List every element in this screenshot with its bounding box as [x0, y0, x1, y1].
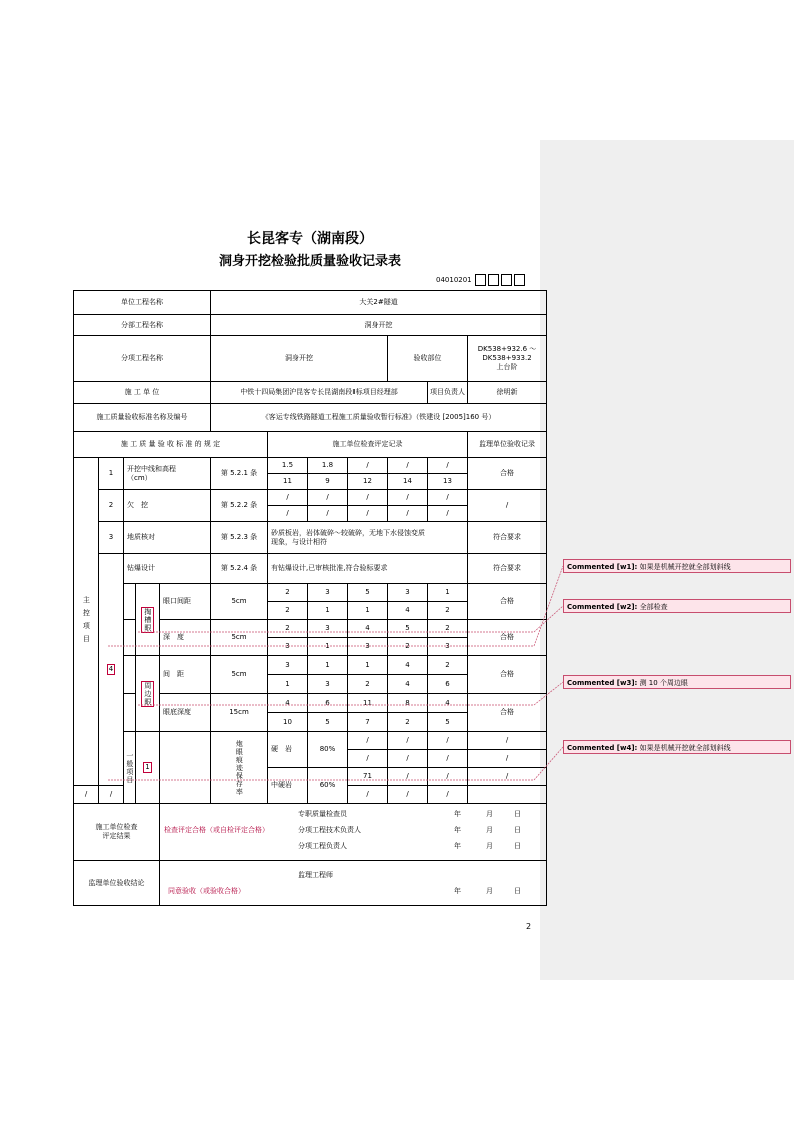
record-cell[interactable]: / — [388, 732, 428, 750]
supervision-conclusion-content[interactable] — [160, 861, 547, 906]
record-cell[interactable]: 2 — [348, 675, 388, 694]
record-cell[interactable]: 1 — [428, 584, 468, 602]
record-cell[interactable]: / — [468, 750, 547, 768]
date-year: 年 — [454, 810, 461, 818]
comment-text: 测 10 个周边眼 — [639, 679, 688, 687]
general-item-marker: 1 — [145, 763, 150, 772]
record-cell[interactable]: / — [348, 786, 388, 804]
item-name: 钻爆设计 — [124, 554, 211, 584]
record-cell[interactable]: 11 — [268, 474, 308, 490]
date-month: 月 — [486, 810, 493, 818]
record-cell[interactable]: 11 — [348, 694, 388, 713]
param-spec: 15cm — [211, 694, 268, 732]
param-name: 眼口间距 — [160, 584, 211, 620]
param-name: 深 度 — [160, 620, 211, 656]
date-day: 日 — [514, 810, 521, 818]
item-project-label: 分项工程名称 — [74, 336, 211, 382]
item-marker: 4 — [108, 665, 114, 674]
supervision-result[interactable]: 合格 — [468, 656, 547, 694]
general-item-marker-cell — [136, 732, 160, 804]
record-cell[interactable]: 1 — [308, 638, 348, 656]
comment-text: 全部检查 — [639, 603, 668, 611]
param-spec: 5cm — [211, 584, 268, 620]
record-cell[interactable]: / — [268, 490, 308, 506]
cut-holes-marker: 掏槽眼 — [141, 607, 154, 633]
row-spacer — [124, 656, 136, 694]
supervision-result[interactable]: 合格 — [468, 694, 547, 732]
sign-tech-lead: 分项工程技术负责人 — [298, 826, 361, 834]
item-number: 3 — [99, 522, 124, 554]
date-day: 日 — [514, 887, 521, 895]
cut-holes-label — [136, 584, 160, 656]
general-items-label: 一般项目 — [124, 732, 136, 804]
record-cell[interactable]: 7 — [348, 713, 388, 732]
record-cell[interactable]: 6 — [428, 675, 468, 694]
param-spec: 80% — [308, 732, 348, 768]
inspect-part-line3: 上台阶 — [496, 362, 518, 371]
record-cell[interactable]: / — [268, 506, 308, 522]
record-cell[interactable]: 1.8 — [308, 458, 348, 474]
unit-project-value[interactable]: 大关2#隧道 — [211, 291, 547, 315]
record-cell[interactable]: 2 — [388, 638, 428, 656]
param-spec: 60% — [308, 768, 348, 804]
date-month: 月 — [486, 887, 493, 895]
record-cell[interactable]: / — [468, 768, 547, 786]
geology-record-line2: 现象，与设计相符 — [271, 537, 327, 546]
record-cell[interactable]: 9 — [308, 474, 348, 490]
record-cell[interactable]: 4 — [268, 694, 308, 713]
sign-quality-inspector: 专职质量检查员 — [298, 810, 347, 818]
record-cell[interactable]: / — [348, 732, 388, 750]
record-cell[interactable]: 10 — [268, 713, 308, 732]
construction-eval-label-line2: 评定结果 — [102, 832, 131, 840]
item-name: 地质核对 — [124, 522, 211, 554]
spec-header: 施 工 质 量 验 收 标 准 的 规 定 — [74, 432, 268, 458]
comment-tag: Commented [w3]: — [567, 679, 638, 687]
item-name — [124, 458, 211, 490]
supervision-result[interactable]: 符合要求 — [468, 522, 547, 554]
form-code-number: 04010201 — [436, 276, 472, 284]
standard-label: 施工质量验收标准名称及编号 — [74, 404, 211, 432]
item-number: 1 — [99, 458, 124, 490]
record-cell[interactable]: 12 — [348, 474, 388, 490]
record-cell[interactable]: / — [428, 768, 468, 786]
comment-w1[interactable] — [563, 559, 791, 573]
param-spec: 5cm — [211, 656, 268, 694]
item-clause: 第 5.2.2 条 — [211, 490, 268, 522]
record-cell[interactable]: 6 — [308, 694, 348, 713]
record-cell[interactable]: 5 — [388, 620, 428, 638]
perimeter-holes-marker: 周边眼 — [141, 681, 154, 707]
record-cell[interactable]: 2 — [268, 584, 308, 602]
supervision-conclusion-row — [74, 861, 547, 906]
record-cell[interactable]: 3 — [428, 638, 468, 656]
comment-tag: Commented [w1]: — [567, 563, 638, 571]
main-item-1-row-1 — [74, 458, 547, 474]
main-item-4-row — [74, 554, 547, 584]
sub-project-value[interactable]: 洞身开挖 — [211, 315, 547, 336]
info-row-sub — [74, 315, 547, 336]
date-day: 日 — [514, 842, 521, 850]
record-cell[interactable]: / — [468, 732, 547, 750]
sign-item-lead: 分项工程负责人 — [298, 842, 347, 850]
record-cell[interactable]: / — [388, 750, 428, 768]
record-cell[interactable]: 4 — [428, 694, 468, 713]
supervision-conclusion-label: 监理单位验收结论 — [74, 861, 160, 906]
record-cell[interactable]: 2 — [428, 620, 468, 638]
record-cell[interactable]: 5 — [428, 713, 468, 732]
info-row-constructor — [74, 382, 547, 404]
inspect-part-line1: DK538+932.6 ～ — [477, 345, 537, 354]
param-spec: 5cm — [211, 620, 268, 656]
code-boxes — [475, 274, 525, 286]
construction-eval-content[interactable] — [160, 804, 547, 861]
unit-project-label: 单位工程名称 — [74, 291, 211, 315]
record-cell[interactable]: 14 — [388, 474, 428, 490]
record-cell[interactable]: / — [348, 506, 388, 522]
supervision-result[interactable]: 合格 — [468, 620, 547, 656]
supervision-result[interactable]: / — [468, 490, 547, 522]
document-title: 长昆客专（湖南段） — [247, 231, 373, 247]
record-cell[interactable]: 5 — [348, 584, 388, 602]
construction-eval-row — [74, 804, 547, 861]
main-item-3-row — [74, 522, 547, 554]
record-cell[interactable]: 2 — [268, 620, 308, 638]
code-box[interactable] — [514, 274, 525, 286]
code-box[interactable] — [501, 274, 512, 286]
document-subtitle: 洞身开挖检验批质量验收记录表 — [218, 254, 401, 269]
record-cell[interactable]: 5 — [308, 713, 348, 732]
record-cell[interactable]: 8 — [388, 694, 428, 713]
record-cell[interactable]: / — [428, 786, 468, 804]
inspect-part-value[interactable] — [468, 336, 547, 382]
inspect-part-label: 验收部位 — [388, 336, 468, 382]
construction-eval-label — [74, 804, 160, 861]
main-control-label: 主控项目 — [74, 458, 99, 786]
record-cell[interactable]: 2 — [388, 713, 428, 732]
record-cell[interactable]: 4 — [348, 620, 388, 638]
row-spacer — [160, 732, 211, 804]
cut-holes-spacing-row-1 — [74, 584, 547, 602]
record-cell[interactable]: 2 — [428, 656, 468, 675]
record-cell[interactable]: 1 — [268, 675, 308, 694]
date-year: 年 — [454, 842, 461, 850]
geology-record[interactable] — [268, 522, 468, 554]
record-cell[interactable]: 3 — [348, 638, 388, 656]
record-cell[interactable]: 3 — [268, 638, 308, 656]
constructor-label: 施 工 单 位 — [74, 382, 211, 404]
record-cell[interactable]: 1.5 — [268, 458, 308, 474]
record-cell[interactable]: 3 — [388, 584, 428, 602]
record-cell[interactable]: 3 — [308, 620, 348, 638]
record-cell[interactable]: 13 — [428, 474, 468, 490]
code-box[interactable] — [475, 274, 486, 286]
param-name: 眼底深度 — [160, 694, 211, 732]
record-cell[interactable]: / — [348, 750, 388, 768]
date-month: 月 — [486, 826, 493, 834]
record-cell[interactable]: 4 — [388, 602, 428, 620]
record-cell[interactable]: / — [99, 786, 124, 804]
item-project-value[interactable]: 洞身开挖 — [211, 336, 388, 382]
record-cell[interactable]: / — [428, 458, 468, 474]
main-item-2-row-1 — [74, 490, 547, 506]
record-cell[interactable]: / — [428, 506, 468, 522]
date-year: 年 — [454, 826, 461, 834]
comment-w4[interactable] — [563, 740, 791, 754]
record-header: 施工单位检查评定记录 — [268, 432, 468, 458]
record-cell[interactable]: / — [348, 490, 388, 506]
record-cell[interactable]: / — [348, 458, 388, 474]
sub-project-label: 分部工程名称 — [74, 315, 211, 336]
comment-w3[interactable] — [563, 675, 791, 689]
item-number-marker — [99, 554, 124, 786]
code-box[interactable] — [488, 274, 499, 286]
supervision-result[interactable]: 合格 — [468, 458, 547, 490]
record-cell[interactable]: 3 — [308, 675, 348, 694]
column-header-row — [74, 432, 547, 458]
record-cell[interactable]: / — [388, 768, 428, 786]
supervision-header: 监理单位验收记录 — [468, 432, 547, 458]
item-number: 2 — [99, 490, 124, 522]
item-clause: 第 5.2.3 条 — [211, 522, 268, 554]
record-cell[interactable]: 4 — [388, 675, 428, 694]
record-cell[interactable]: 1 — [348, 656, 388, 675]
info-row-standard — [74, 404, 547, 432]
item-clause: 第 5.2.4 条 — [211, 554, 268, 584]
row-spacer — [124, 694, 136, 732]
record-cell[interactable]: / — [428, 750, 468, 768]
record-cell[interactable]: 71 — [348, 768, 388, 786]
page-number: 2 — [526, 922, 532, 931]
date-year: 年 — [454, 887, 461, 895]
info-row-unit — [74, 291, 547, 315]
item-name-line2: （cm） — [127, 473, 152, 482]
record-cell[interactable]: 3 — [268, 656, 308, 675]
row-spacer — [124, 620, 136, 656]
record-cell[interactable]: 3 — [308, 584, 348, 602]
inspection-form-table — [73, 290, 547, 906]
perimeter-holes-label — [136, 656, 160, 732]
comment-tag: Commented [w2]: — [567, 603, 638, 611]
record-cell[interactable]: / — [308, 506, 348, 522]
supervision-result[interactable]: 合格 — [468, 584, 547, 620]
general-hard-rock-row-1 — [74, 732, 547, 750]
row-spacer — [124, 584, 136, 620]
comment-text: 如果是机械开挖就全部划斜线 — [639, 744, 731, 752]
manager-value[interactable]: 徐明新 — [468, 382, 547, 404]
comment-text: 如果是机械开挖就全部划斜线 — [639, 563, 731, 571]
record-cell[interactable]: 1 — [308, 656, 348, 675]
record-cell[interactable]: / — [388, 490, 428, 506]
info-row-item — [74, 336, 547, 382]
date-month: 月 — [486, 842, 493, 850]
construction-eval-label-line1: 施工单位检查 — [95, 823, 138, 832]
record-cell[interactable]: / — [74, 786, 99, 804]
record-cell[interactable]: 2 — [428, 602, 468, 620]
record-cell[interactable]: / — [388, 786, 428, 804]
geology-record-line1: 砂质板岩，岩体破碎～较破碎，无地下水侵蚀变质 — [271, 528, 425, 537]
perimeter-spacing-row-1 — [74, 656, 547, 675]
construction-eval-text: 检查评定合格（或自检评定合格） — [164, 826, 269, 834]
item-clause: 第 5.2.1 条 — [211, 458, 268, 490]
supervision-conclusion-text: 同意验收（或验收合格） — [168, 887, 245, 895]
item-name-line1: 开挖中线和高程 — [127, 464, 176, 473]
record-cell[interactable]: / — [428, 490, 468, 506]
comment-w2[interactable] — [563, 599, 791, 613]
standard-value[interactable]: 《客运专线铁路隧道工程施工质量验收暂行标准》（铁建设 [2005]160 号） — [211, 404, 547, 432]
record-cell[interactable]: / — [308, 490, 348, 506]
supervision-result[interactable]: 符合要求 — [468, 554, 547, 584]
blasting-record[interactable]: 有钻爆设计,已审核批准,符合验标要求 — [268, 554, 468, 584]
record-cell[interactable]: 1 — [308, 602, 348, 620]
comment-tag: Commented [w4]: — [567, 744, 638, 752]
blast-trace-label: 炮眼痕迹保存率 — [211, 732, 268, 804]
constructor-value[interactable]: 中铁十四局集团沪昆客专长昆湖南段Ⅱ标项目经理部 — [211, 382, 428, 404]
record-cell[interactable]: 4 — [388, 656, 428, 675]
date-day: 日 — [514, 826, 521, 834]
record-cell[interactable]: 1 — [348, 602, 388, 620]
manager-label: 项目负责人 — [428, 382, 468, 404]
item-name: 欠 挖 — [124, 490, 211, 522]
inspect-part-line2: DK538+933.2 — [482, 354, 532, 363]
param-name: 硬 岩 — [268, 732, 308, 768]
param-name: 中硬岩 — [268, 768, 308, 804]
record-cell[interactable]: / — [388, 506, 428, 522]
record-cell[interactable]: / — [388, 458, 428, 474]
record-cell[interactable]: / — [428, 732, 468, 750]
form-code — [436, 274, 525, 286]
sign-supervisor: 监理工程师 — [298, 871, 333, 879]
param-name: 间 距 — [160, 656, 211, 694]
record-cell[interactable]: 2 — [268, 602, 308, 620]
